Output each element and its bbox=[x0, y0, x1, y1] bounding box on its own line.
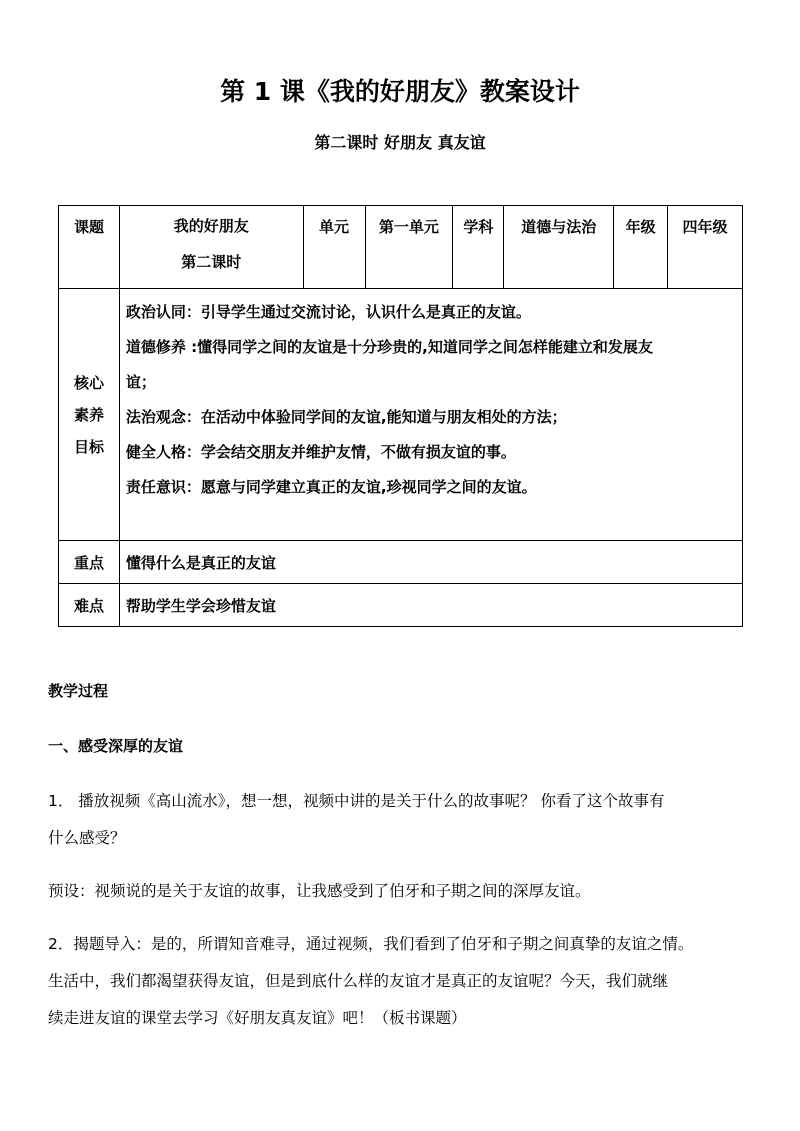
table-row-header bbox=[59, 206, 743, 289]
difficulty-label: 难点 bbox=[73, 596, 104, 615]
topic-line-2: 第二课时 bbox=[181, 253, 242, 271]
unit-header-cell bbox=[303, 206, 365, 289]
goal-personality: 健全人格：学会结交朋友并维护友情，不做有损友谊的事。 bbox=[125, 443, 516, 461]
topic-header: 课题 bbox=[73, 218, 104, 236]
topic-line-1: 我的好朋友 bbox=[173, 217, 249, 235]
core-label-2: 素养 bbox=[73, 405, 104, 424]
subject-header: 学科 bbox=[463, 218, 494, 236]
core-goals-label-cell bbox=[59, 289, 120, 541]
process-heading: 教学过程 bbox=[48, 682, 109, 700]
key-point-text-cell bbox=[119, 541, 742, 584]
difficulty-text-cell bbox=[119, 584, 742, 627]
difficulty-text: 帮助学生学会珍惜友谊 bbox=[125, 596, 276, 615]
grade-header: 年级 bbox=[625, 218, 656, 236]
grade-value: 四年级 bbox=[682, 218, 728, 236]
grade-header-cell bbox=[614, 206, 668, 289]
key-point-label-cell bbox=[59, 541, 120, 584]
paragraph-3-line-1: 2．揭题导入：是的，所谓知音难寻，通过视频，我们看到了伯牙和子期之间真挚的友谊之情。 bbox=[48, 935, 694, 953]
paragraph-1 bbox=[48, 783, 760, 857]
paragraph-3-line-2: 生活中，我们都渴望获得友谊，但是到底什么样的友谊才是真正的友谊呢？今天，我们就继 bbox=[48, 972, 669, 990]
key-point-text: 懂得什么是真正的友谊 bbox=[125, 553, 276, 572]
unit-value-cell bbox=[365, 206, 453, 289]
key-point-label: 重点 bbox=[73, 553, 104, 572]
goal-political: 政治认同：引导学生通过交流讨论，认识什么是真正的友谊。 bbox=[125, 303, 531, 321]
section-1-heading: 一、感受深厚的友谊 bbox=[48, 737, 184, 755]
goal-law: 法治观念：在活动中体验同学间的友谊,能知道与朋友相处的方法； bbox=[125, 408, 567, 426]
core-label-1: 核心 bbox=[73, 373, 104, 392]
paragraph-2-line-1: 预设：视频说的是关于友谊的故事，让我感受到了伯牙和子期之间的深厚友谊。 bbox=[48, 882, 591, 900]
lesson-info-table bbox=[58, 205, 743, 627]
paragraph-2 bbox=[48, 873, 760, 910]
unit-value: 第一单元 bbox=[378, 218, 439, 236]
difficulty-label-cell bbox=[59, 584, 120, 627]
paragraph-1-line-2: 什么感受？ bbox=[48, 829, 126, 847]
subject-value: 道德与法治 bbox=[521, 218, 597, 236]
table-row-core-goals bbox=[59, 289, 743, 541]
goal-responsibility: 责任意识：愿意与同学建立真正的友谊,珍视同学之间的友谊。 bbox=[125, 478, 537, 496]
table-row-key-point bbox=[59, 541, 743, 584]
paragraph-3-line-3: 续走进友谊的课堂去学习《好朋友真友谊》吧！（板书课题） bbox=[48, 1009, 467, 1027]
table-row-difficulty bbox=[59, 584, 743, 627]
core-label-3: 目标 bbox=[73, 437, 104, 456]
document-title: 第 1 课《我的好朋友》教案设计 bbox=[220, 77, 580, 106]
unit-header: 单元 bbox=[319, 218, 350, 236]
paragraph-1-line-1: 1． 播放视频《高山流水》，想一想，视频中讲的是关于什么的故事呢？ 你看了这个故事有 bbox=[48, 792, 665, 810]
paragraph-3 bbox=[48, 926, 760, 1037]
topic-value-cell bbox=[119, 206, 303, 289]
document-subtitle: 第二课时 好朋友 真友谊 bbox=[314, 133, 486, 152]
topic-header-cell bbox=[59, 206, 120, 289]
subject-value-cell bbox=[504, 206, 614, 289]
goal-moral-cont: 谊； bbox=[125, 373, 156, 391]
grade-value-cell bbox=[668, 206, 743, 289]
goal-moral: 道德修养 :懂得同学之间的友谊是十分珍贵的,知道同学之间怎样能建立和发展友 bbox=[125, 338, 653, 356]
core-goals-cell bbox=[119, 289, 742, 541]
subject-header-cell bbox=[453, 206, 504, 289]
